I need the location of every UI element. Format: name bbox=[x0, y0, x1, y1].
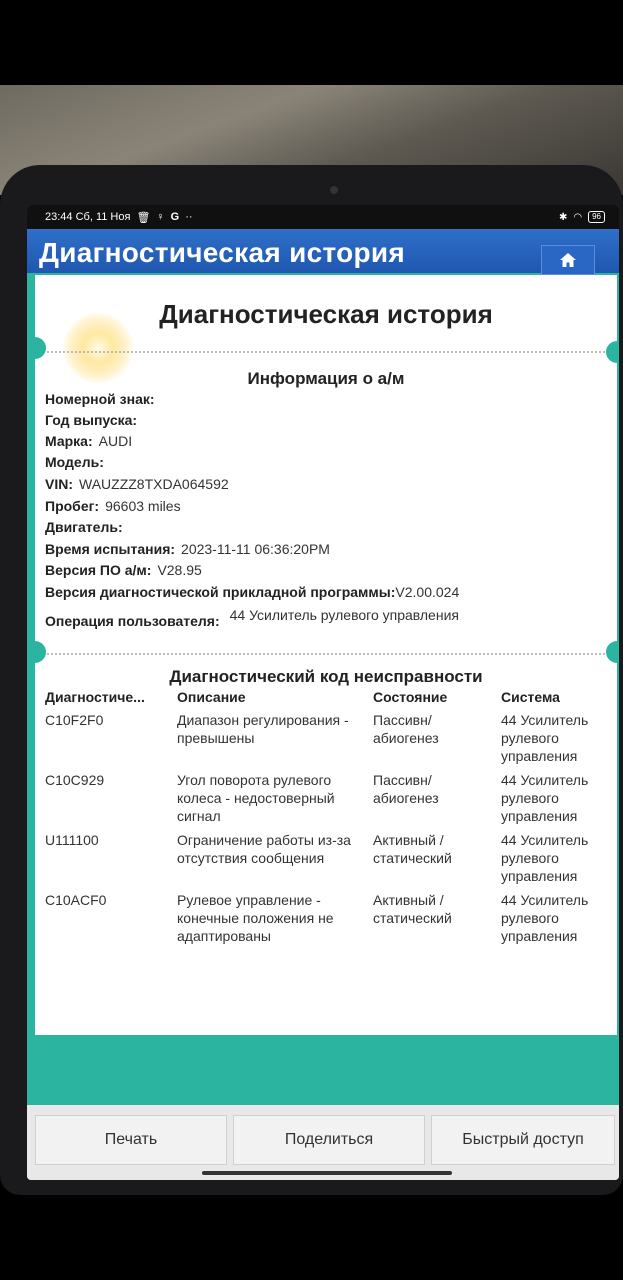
dtc-description: Рулевое управление - конечные положения не адаптированы bbox=[177, 892, 334, 944]
dtc-code: C10F2F0 bbox=[45, 712, 104, 728]
table-row bbox=[45, 829, 605, 889]
app-title: Диагностическая история bbox=[39, 237, 406, 268]
info-row-app-version: Версия диагностической прикладной программы:V2.00.024 bbox=[45, 584, 460, 600]
status-bar bbox=[27, 205, 619, 229]
dtc-section-title: Диагностический код неисправности bbox=[169, 667, 483, 686]
dtc-description: Ограничение работы из-за отсутствия сообщения bbox=[177, 832, 351, 866]
column-header-state[interactable]: Состояние bbox=[373, 689, 448, 705]
dtc-state: Пассивн/ абиогенез bbox=[373, 712, 439, 746]
divider-dot bbox=[606, 641, 619, 663]
dtc-header-row bbox=[45, 687, 605, 709]
dtc-system: 44 Усилитель рулевого управления bbox=[501, 892, 589, 944]
report-card bbox=[35, 275, 617, 1035]
dtc-system: 44 Усилитель рулевого управления bbox=[501, 712, 589, 764]
dtc-description: Диапазон регулирования - превышены bbox=[177, 712, 349, 746]
report-heading: Диагностическая история bbox=[159, 299, 493, 329]
divider bbox=[35, 653, 617, 655]
info-row-operation: Операция пользователя: 44 Усилитель рулевого управления bbox=[45, 607, 459, 629]
dtc-code: C10ACF0 bbox=[45, 892, 107, 908]
battery-icon: 96 bbox=[588, 211, 605, 223]
location-icon: ♀ bbox=[156, 211, 165, 223]
dtc-description: Угол поворота рулевого колеса - недостоверный сигнал bbox=[177, 772, 335, 824]
column-header-system[interactable]: Система bbox=[501, 689, 560, 705]
dtc-state: Активный / статический bbox=[373, 892, 452, 926]
print-button[interactable]: Печать bbox=[35, 1115, 227, 1165]
table-row bbox=[45, 769, 605, 829]
more-icon: ·· bbox=[185, 211, 193, 223]
column-header-description[interactable]: Описание bbox=[177, 689, 246, 705]
wifi-icon: ◠ bbox=[573, 211, 583, 223]
info-row-software: Версия ПО а/м: V28.95 bbox=[45, 562, 202, 578]
info-row-engine: Двигатель: bbox=[45, 519, 123, 535]
tablet-screen bbox=[27, 205, 619, 1180]
share-button[interactable]: Поделиться bbox=[233, 1115, 425, 1165]
divider-dot bbox=[27, 641, 46, 663]
info-row-make: Марка: AUDI bbox=[45, 433, 133, 449]
quick-access-button[interactable]: Быстрый доступ bbox=[431, 1115, 615, 1165]
info-row-plate: Номерной знак: bbox=[45, 391, 155, 407]
info-row-mileage: Пробег: 96603 miles bbox=[45, 498, 181, 514]
home-button[interactable] bbox=[541, 245, 595, 275]
info-row-year: Год выпуска: bbox=[45, 412, 138, 428]
home-icon bbox=[559, 252, 577, 268]
status-time: 23:44 Сб, 11 Ноя bbox=[45, 211, 131, 223]
dtc-table bbox=[45, 687, 605, 949]
gesture-bar[interactable] bbox=[202, 1171, 452, 1175]
vehicle-info-title: Информация о а/м bbox=[247, 369, 405, 388]
table-row bbox=[45, 889, 605, 949]
dtc-state: Пассивн/ абиогенез bbox=[373, 772, 439, 806]
info-row-vin: VIN: WAUZZZ8TXDA064592 bbox=[45, 476, 229, 492]
table-row bbox=[45, 709, 605, 769]
info-row-test-time: Время испытания: 2023-11-11 06:36:20PM bbox=[45, 541, 330, 557]
dtc-system: 44 Усилитель рулевого управления bbox=[501, 832, 589, 884]
app-header bbox=[27, 229, 619, 273]
divider bbox=[35, 351, 617, 353]
dtc-code: C10C929 bbox=[45, 772, 105, 788]
google-icon: G bbox=[170, 211, 180, 223]
bluetooth-icon: ✱ bbox=[558, 211, 568, 223]
dtc-system: 44 Усилитель рулевого управления bbox=[501, 772, 589, 824]
dtc-code: U111100 bbox=[45, 832, 99, 848]
info-row-model: Модель: bbox=[45, 454, 104, 470]
divider-dot bbox=[606, 341, 619, 363]
front-camera bbox=[330, 186, 338, 194]
bottom-action-bar bbox=[27, 1105, 619, 1180]
divider-dot bbox=[27, 337, 46, 359]
column-header-code[interactable]: Диагностиче... bbox=[45, 689, 145, 705]
trash-icon: 🗑 bbox=[136, 211, 151, 224]
dtc-state: Активный / статический bbox=[373, 832, 452, 866]
